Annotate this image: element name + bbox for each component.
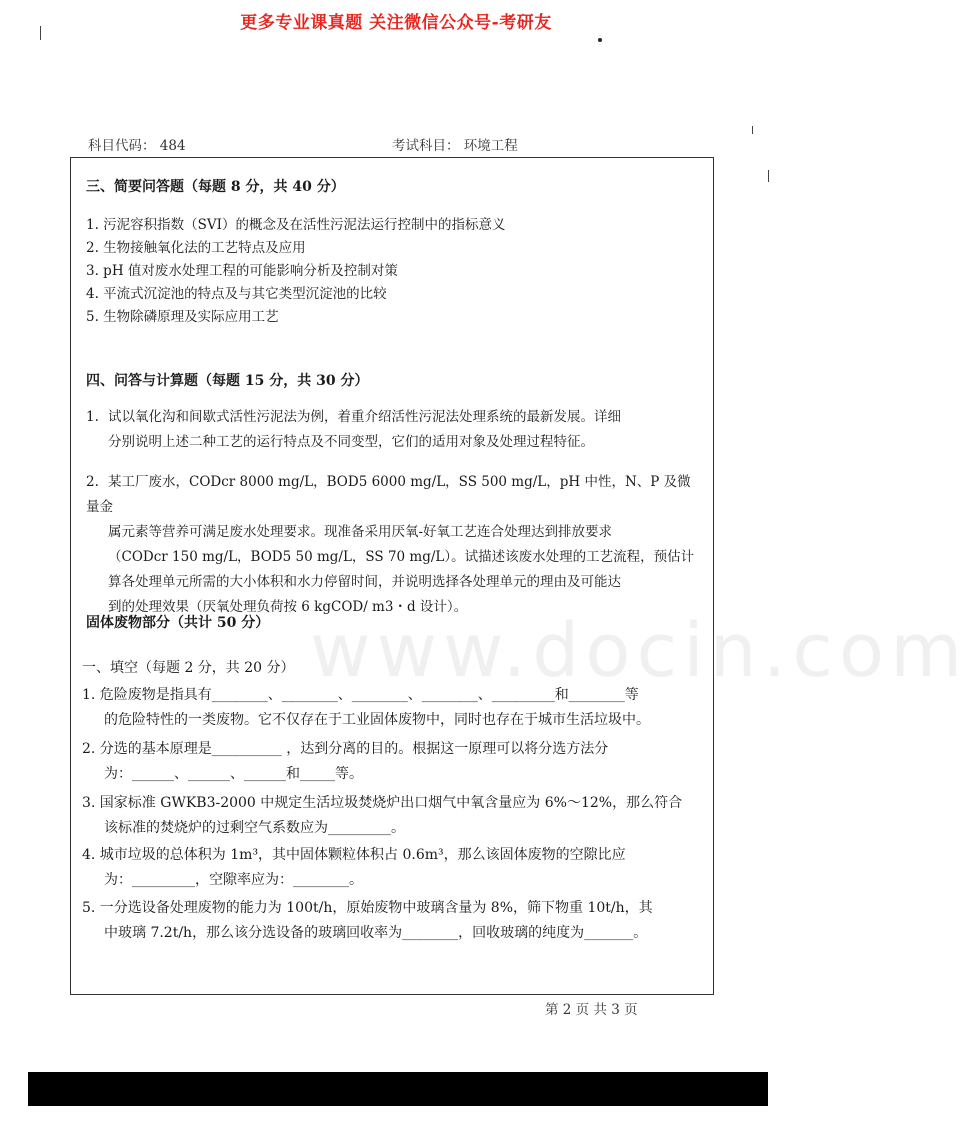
f3-line-1: 3. 国家标准 GWKB3-2000 中规定生活垃圾焚烧炉出口烟气中氧含量应为 6%～12%，那么符合 xyxy=(82,795,683,811)
fill-question-5 xyxy=(82,896,702,946)
q1-line-2: 分别说明上述二种工艺的运行特点及不同变型，它们的适用对象及处理过程特征。 xyxy=(108,434,594,450)
q2-line-4: 算各处理单元所需的大小体积和水力停留时间，并说明选择各处理单元的理由及可能达 xyxy=(108,574,621,590)
sec3-item-5: 5. 生物除磷原理及实际应用工艺 xyxy=(86,309,279,325)
sec3-item-2: 2. 生物接触氧化法的工艺特点及应用 xyxy=(86,240,306,256)
subject-code: 科目代码： 484 xyxy=(88,138,186,154)
f3-line-2: 该标准的焚烧炉的过剩空气系数应为_________。 xyxy=(104,820,405,836)
sec4-question-2 xyxy=(86,470,698,620)
fill-question-3 xyxy=(82,791,702,841)
section-3-title: 三、简要问答题（每题 8 分，共 40 分） xyxy=(86,179,345,195)
f5-line-1: 5. 一分选设备处理废物的能力为 100t/h，原始废物中玻璃含量为 8%，筛下物重 10t/h，其 xyxy=(82,900,653,916)
f4-line-1: 4. 城市垃圾的总体积为 1m³，其中固体颗粒体积占 0.6m³，那么该固体废物的空隙比应 xyxy=(82,847,626,863)
q2-number: 2. xyxy=(86,474,99,490)
f5-line-2: 中玻璃 7.2t/h，那么该分选设备的玻璃回收率为________，回收玻璃的纯度为_______。 xyxy=(104,925,648,941)
q2-line-2: 属元素等营养可满足废水处理要求。现准备采用厌氧-好氧工艺连合处理达到排放要求 xyxy=(108,524,613,540)
edge-mark-right xyxy=(752,126,753,134)
fill-question-1 xyxy=(82,683,702,733)
f1-line-2: 的危险特性的一类废物。它不仅存在于工业固体废物中，同时也存在于城市生活垃圾中。 xyxy=(104,712,650,728)
fill-question-4 xyxy=(82,843,702,893)
promo-banner: 更多专业课真题 关注微信公众号-考研友 xyxy=(240,13,552,33)
section-4-title: 四、问答与计算题（每题 15 分，共 30 分） xyxy=(86,373,369,389)
fill-subtitle: 一、填空（每题 2 分，共 20 分） xyxy=(82,660,295,676)
q2-line-3: （CODcr 150 mg/L，BOD5 50 mg/L，SS 70 mg/L）。试描述该废水处理的工艺流程，预估计 xyxy=(108,549,695,565)
speck-mark xyxy=(598,38,602,42)
solid-waste-title: 固体废物部分（共计 50 分） xyxy=(86,615,270,631)
docin-watermark: www.docin.com xyxy=(310,608,968,694)
sec3-item-1: 1. 污泥容积指数（SVI）的概念及在活性污泥法运行控制中的指标意义 xyxy=(86,217,506,233)
q2-line-5: 到的处理效果（厌氧处理负荷按 6 kgCOD/ m3・d 设计）。 xyxy=(108,599,468,615)
sec4-question-1 xyxy=(86,405,698,455)
sec3-item-4: 4. 平流式沉淀池的特点及与其它类型沉淀池的比较 xyxy=(86,286,387,302)
f1-line-1: 1. 危险废物是指具有________、________、________、________、_________和________等 xyxy=(82,687,639,703)
scan-bottom-bar xyxy=(28,1072,768,1106)
fill-question-2 xyxy=(82,737,702,787)
sec3-item-3: 3. pH 值对废水处理工程的可能影响分析及控制对策 xyxy=(86,263,398,279)
q2-line-1: 某工厂废水，CODcr 8000 mg/L，BOD5 6000 mg/L，SS 500 mg/L，pH 中性，N、P 及微量金 xyxy=(86,474,691,515)
q1-number: 1. xyxy=(86,409,99,425)
q1-line-1: 试以氧化沟和间歇式活性污泥法为例，着重介绍活性污泥法处理系统的最新发展。详细 xyxy=(108,409,621,425)
f2-line-2: 为：______、______、______和_____等。 xyxy=(104,766,363,782)
edge-mark-left xyxy=(40,26,41,40)
f2-line-1: 2. 分选的基本原理是__________ ，达到分离的目的。根据这一原理可以将分选方法分 xyxy=(82,741,609,757)
page-number: 第 2 页 共 3 页 xyxy=(545,1002,638,1018)
exam-subject: 考试科目： 环境工程 xyxy=(392,138,518,154)
edge-mark-right2 xyxy=(768,170,769,182)
f4-line-2: 为：_________，空隙率应为：________。 xyxy=(104,872,363,888)
